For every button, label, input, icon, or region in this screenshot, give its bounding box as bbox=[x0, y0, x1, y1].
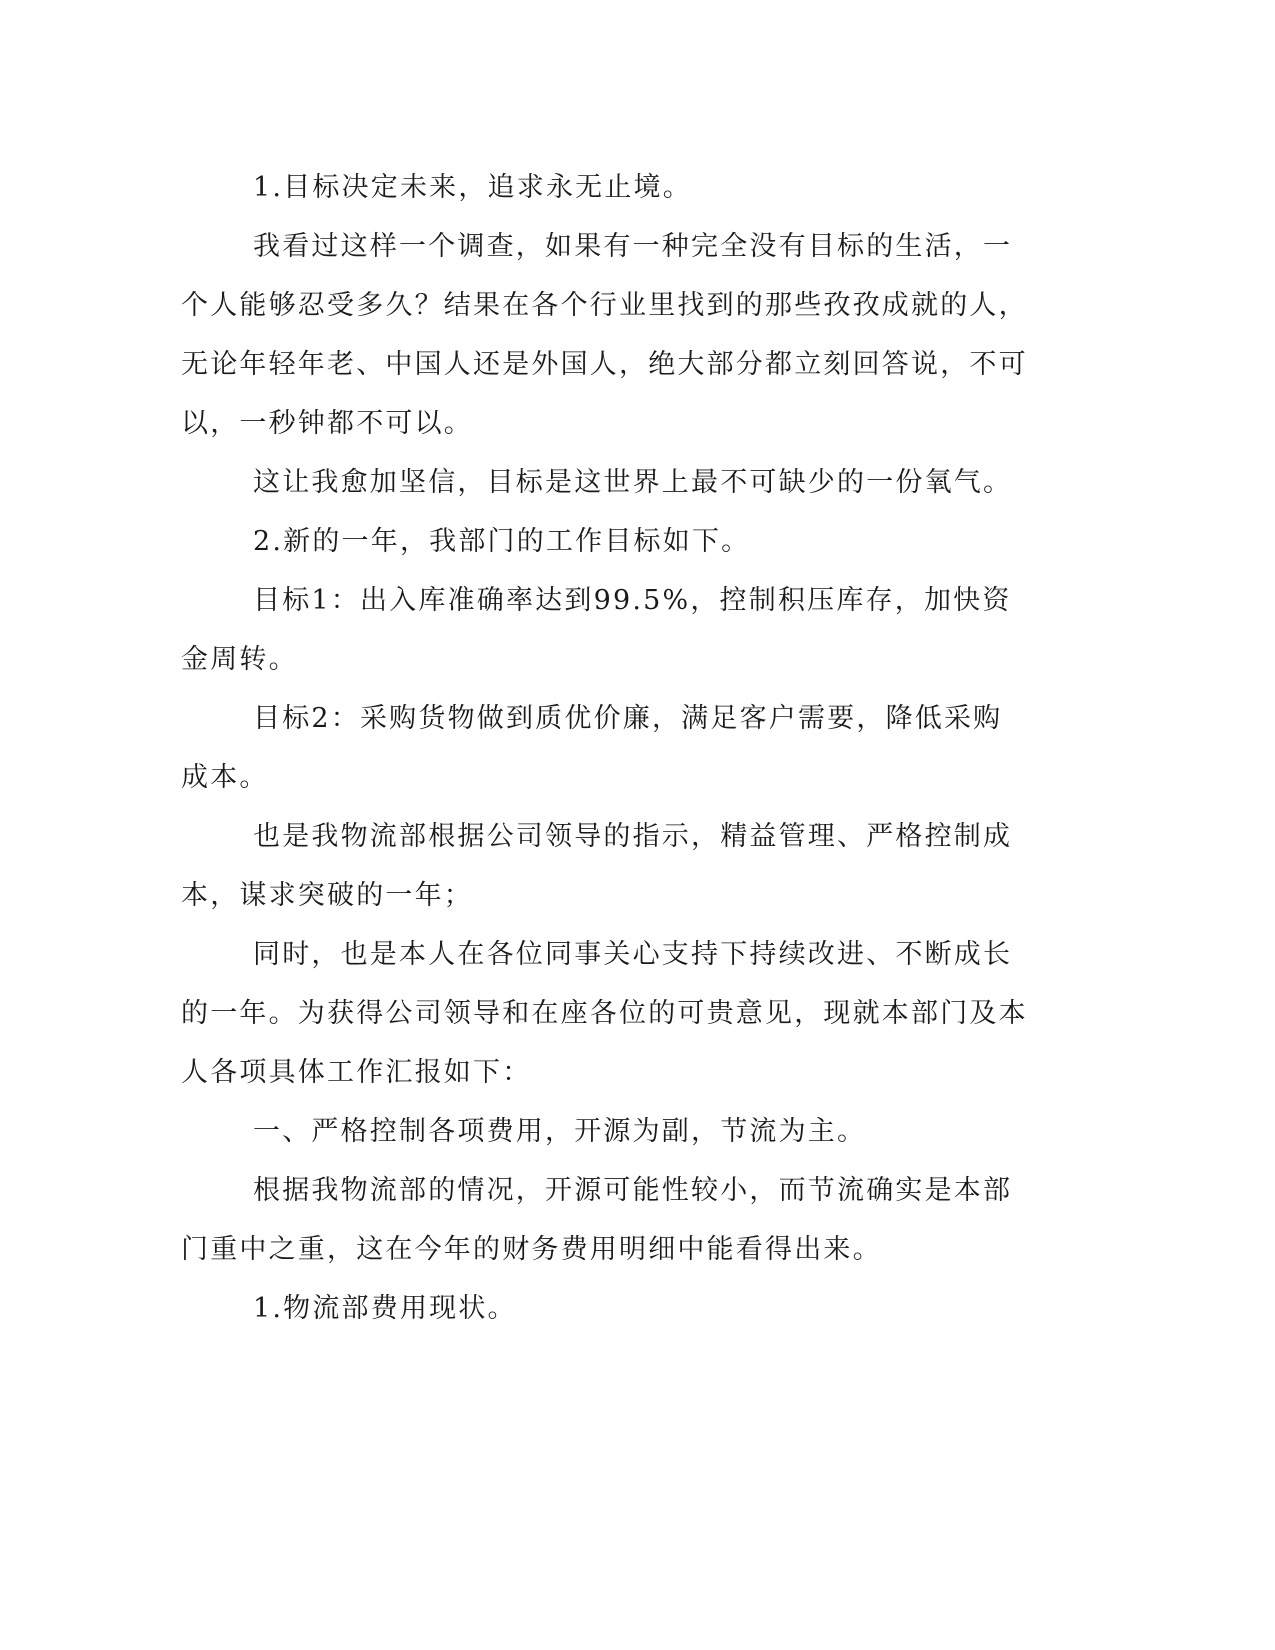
paragraph-oxygen: 这让我愈加坚信，目标是这世界上最不可缺少的一份氧气。 bbox=[253, 467, 1013, 498]
paragraph-cost-saving: 根据我物流部的情况，开源可能性较小，而节流确实是本部门重中之重，这在今年的财务费用明细中能看得出来。 bbox=[181, 1175, 1013, 1265]
paragraph-cost-status-heading: 1.物流部费用现状。 bbox=[253, 1293, 517, 1324]
paragraph-section-one-heading: 一、严格控制各项费用，开源为副，节流为主。 bbox=[253, 1116, 867, 1147]
paragraph-survey: 我看过这样一个调查，如果有一种完全没有目标的生活，一个人能够忍受多久？结果在各个行业里找到的那些孜孜成就的人，无论年轻年老、中国人还是外国人，绝大部分都立刻回答说，不可以，一秒钟都不可以。 bbox=[181, 231, 1028, 439]
document-body bbox=[181, 158, 1031, 1338]
paragraph-new-year-goals: 2.新的一年，我部门的工作目标如下。 bbox=[253, 526, 751, 557]
paragraph-personal-growth: 同时，也是本人在各位同事关心支持下持续改进、不断成长的一年。为获得公司领导和在座各位的可贵意见，现就本部门及本人各项具体工作汇报如下： bbox=[181, 939, 1028, 1088]
paragraph-goal-heading: 1.目标决定未来，追求永无止境。 bbox=[253, 172, 692, 203]
paragraph-goal-1: 目标1：出入库准确率达到99.5%，控制积压库存，加快资金周转。 bbox=[181, 585, 1012, 675]
paragraph-goal-2: 目标2：采购货物做到质优价廉，满足客户需要，降低采购成本。 bbox=[181, 703, 1003, 793]
paragraph-logistics-year: 也是我物流部根据公司领导的指示，精益管理、严格控制成本，谋求突破的一年； bbox=[181, 821, 1013, 911]
